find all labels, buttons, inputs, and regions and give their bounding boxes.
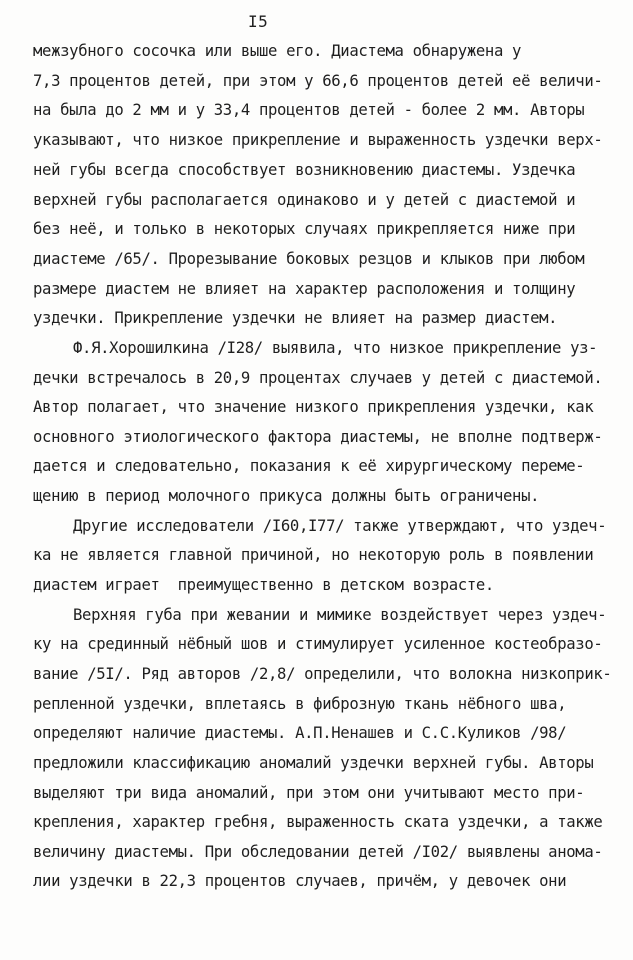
text-line: Автор полагает, что значение низкого прикрепления уздечки, как [33,398,594,416]
text-line: верхней губы располагается одинаково и у детей с диастемой и [33,191,576,209]
text-line: Другие исследователи /I60,I77/ также утверждают, что уздеч- [73,517,607,535]
text-line: крепления, характер гребня, выраженность ската уздечки, а также [33,813,603,831]
text-line: 7,3 процентов детей, при этом у 66,6 процентов детей её величи- [33,72,603,90]
text-line: вание /5I/. Ряд авторов /2,8/ определили, что волокна низкоприк- [33,665,612,683]
text-line: лии уздечки в 22,3 процентов случаев, причём, у девочек они [33,872,567,890]
text-line: размере диастем не влияет на характер расположения и толщину [33,280,576,298]
page-number: I5 [248,12,269,31]
text-line: определяют наличие диастемы. А.П.Ненашев и С.С.Куликов /98/ [33,724,567,742]
text-line: без неё, и только в некоторых случаях прикрепляется ниже при [33,220,576,238]
text-line: Ф.Я.Хорошилкина /I28/ выявила, что низкое прикрепление уз- [73,339,598,357]
text-line: репленной уздечки, вплетаясь в фиброзную ткань нёбного шва, [33,695,567,713]
text-line: предложили классификацию аномалий уздечки верхней губы. Авторы [33,754,594,772]
text-line: величину диастемы. При обследовании детей /I02/ выявлены анома- [33,843,603,861]
text-line: ку на срединный нёбный шов и стимулирует усиленное костеобразо- [33,635,603,653]
text-line: на была до 2 мм и у 33,4 процентов детей - более 2 мм. Авторы [33,101,585,119]
text-line: выделяют три вида аномалий, при этом они учитывают место при- [33,784,585,802]
text-line: диастеме /65/. Прорезывание боковых резцов и клыков при любом [33,250,585,268]
text-line: указывают, что низкое прикрепление и выраженность уздечки верх- [33,131,603,149]
text-line: уздечки. Прикрепление уздечки не влияет на размер диастем. [33,309,558,327]
text-line: дечки встречалось в 20,9 процентах случаев у детей с диастемой. [33,369,603,387]
text-line: межзубного сосочка или выше его. Диастема обнаружена у [33,42,522,60]
text-line: Верхняя губа при жевании и мимике воздействует через уздеч- [73,606,607,624]
text-line: ка не является главной причиной, но некоторую роль в появлении [33,546,594,564]
text-line: основного этиологического фактора диастемы, не вполне подтверж- [33,428,603,446]
text-line: дается и следовательно, показания к её хирургическому переме- [33,457,585,475]
text-line: диастем играет преимущественно в детском возрасте. [33,576,494,594]
text-line: ней губы всегда способствует возникновению диастемы. Уздечка [33,161,576,179]
text-line: щению в период молочного прикуса должны быть ограничены. [33,487,540,505]
